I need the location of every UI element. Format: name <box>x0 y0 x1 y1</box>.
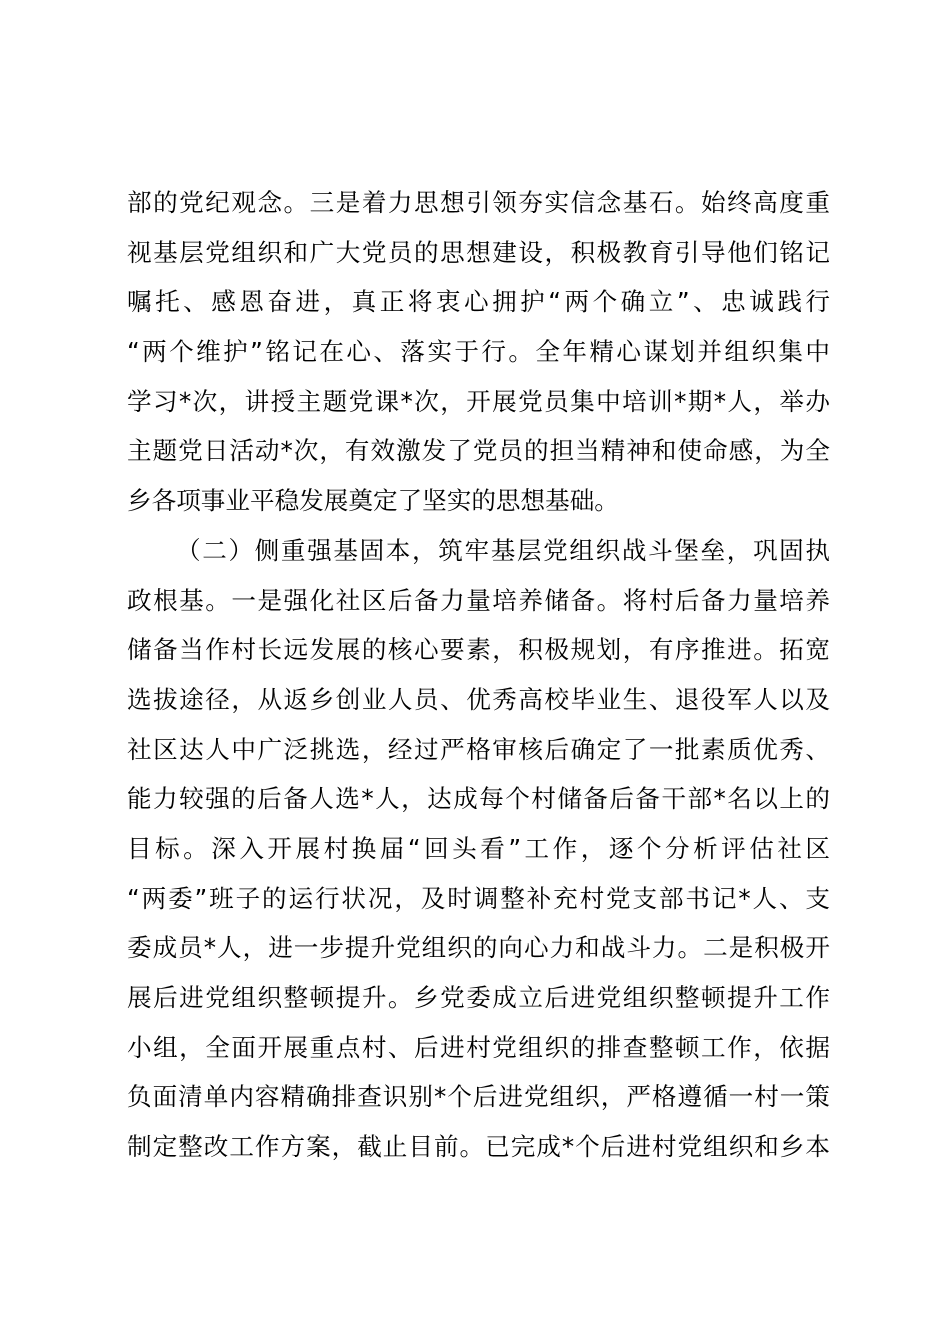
text-line: 社区达人中广泛挑选，经过严格审核后确定了一批素质优秀、 <box>127 734 830 764</box>
text-line: 部的党纪观念。三是着力思想引领夯实信念基石。始终高度重 <box>127 188 830 217</box>
text-line-paragraph-end: 乡各项事业平稳发展奠定了坚实的思想基础。 <box>127 486 619 516</box>
text-line: 委成员*人，进一步提升党组织的向心力和战斗力。二是积极开 <box>127 933 830 963</box>
document-body <box>127 178 830 1172</box>
text-line: 视基层党组织和广大党员的思想建设，积极教育引导他们铭记 <box>127 237 830 267</box>
section-heading-line: （二）侧重强基固本，筑牢基层党组织战斗堡垒，巩固执 <box>176 535 830 565</box>
text-line: “两委”班子的运行状况，及时调整补充村党支部书记*人、支 <box>127 883 830 913</box>
text-line: “两个维护”铭记在心、落实于行。全年精心谋划并组织集中 <box>127 337 830 367</box>
text-line: 嘱托、感恩奋进，真正将衷心拥护“两个确立”、忠诚践行 <box>127 287 830 317</box>
text-line: 学习*次，讲授主题党课*次，开展党员集中培训*期*人，举办 <box>127 386 830 416</box>
text-line: 目标。深入开展村换届“回头看”工作，逐个分析评估社区 <box>127 833 830 863</box>
text-line: 政根基。一是强化社区后备力量培养储备。将村后备力量培养 <box>127 585 830 615</box>
text-line: 主题党日活动*次，有效激发了党员的担当精神和使命感，为全 <box>127 436 830 466</box>
text-line: 展后进党组织整顿提升。乡党委成立后进党组织整顿提升工作 <box>127 983 830 1012</box>
text-line: 能力较强的后备人选*人，达成每个村储备后备干部*名以上的 <box>127 784 830 814</box>
text-line: 选拔途径，从返乡创业人员、优秀高校毕业生、退役军人以及 <box>127 684 830 714</box>
text-line: 负面清单内容精确排查识别*个后进党组织，严格遵循一村一策 <box>127 1082 830 1112</box>
text-line: 储备当作村长远发展的核心要素，积极规划，有序推进。拓宽 <box>127 635 830 665</box>
text-line: 制定整改工作方案，截止目前。已完成*个后进村党组织和乡本 <box>127 1132 830 1162</box>
text-line: 小组，全面开展重点村、后进村党组织的排查整顿工作，依据 <box>127 1032 830 1062</box>
